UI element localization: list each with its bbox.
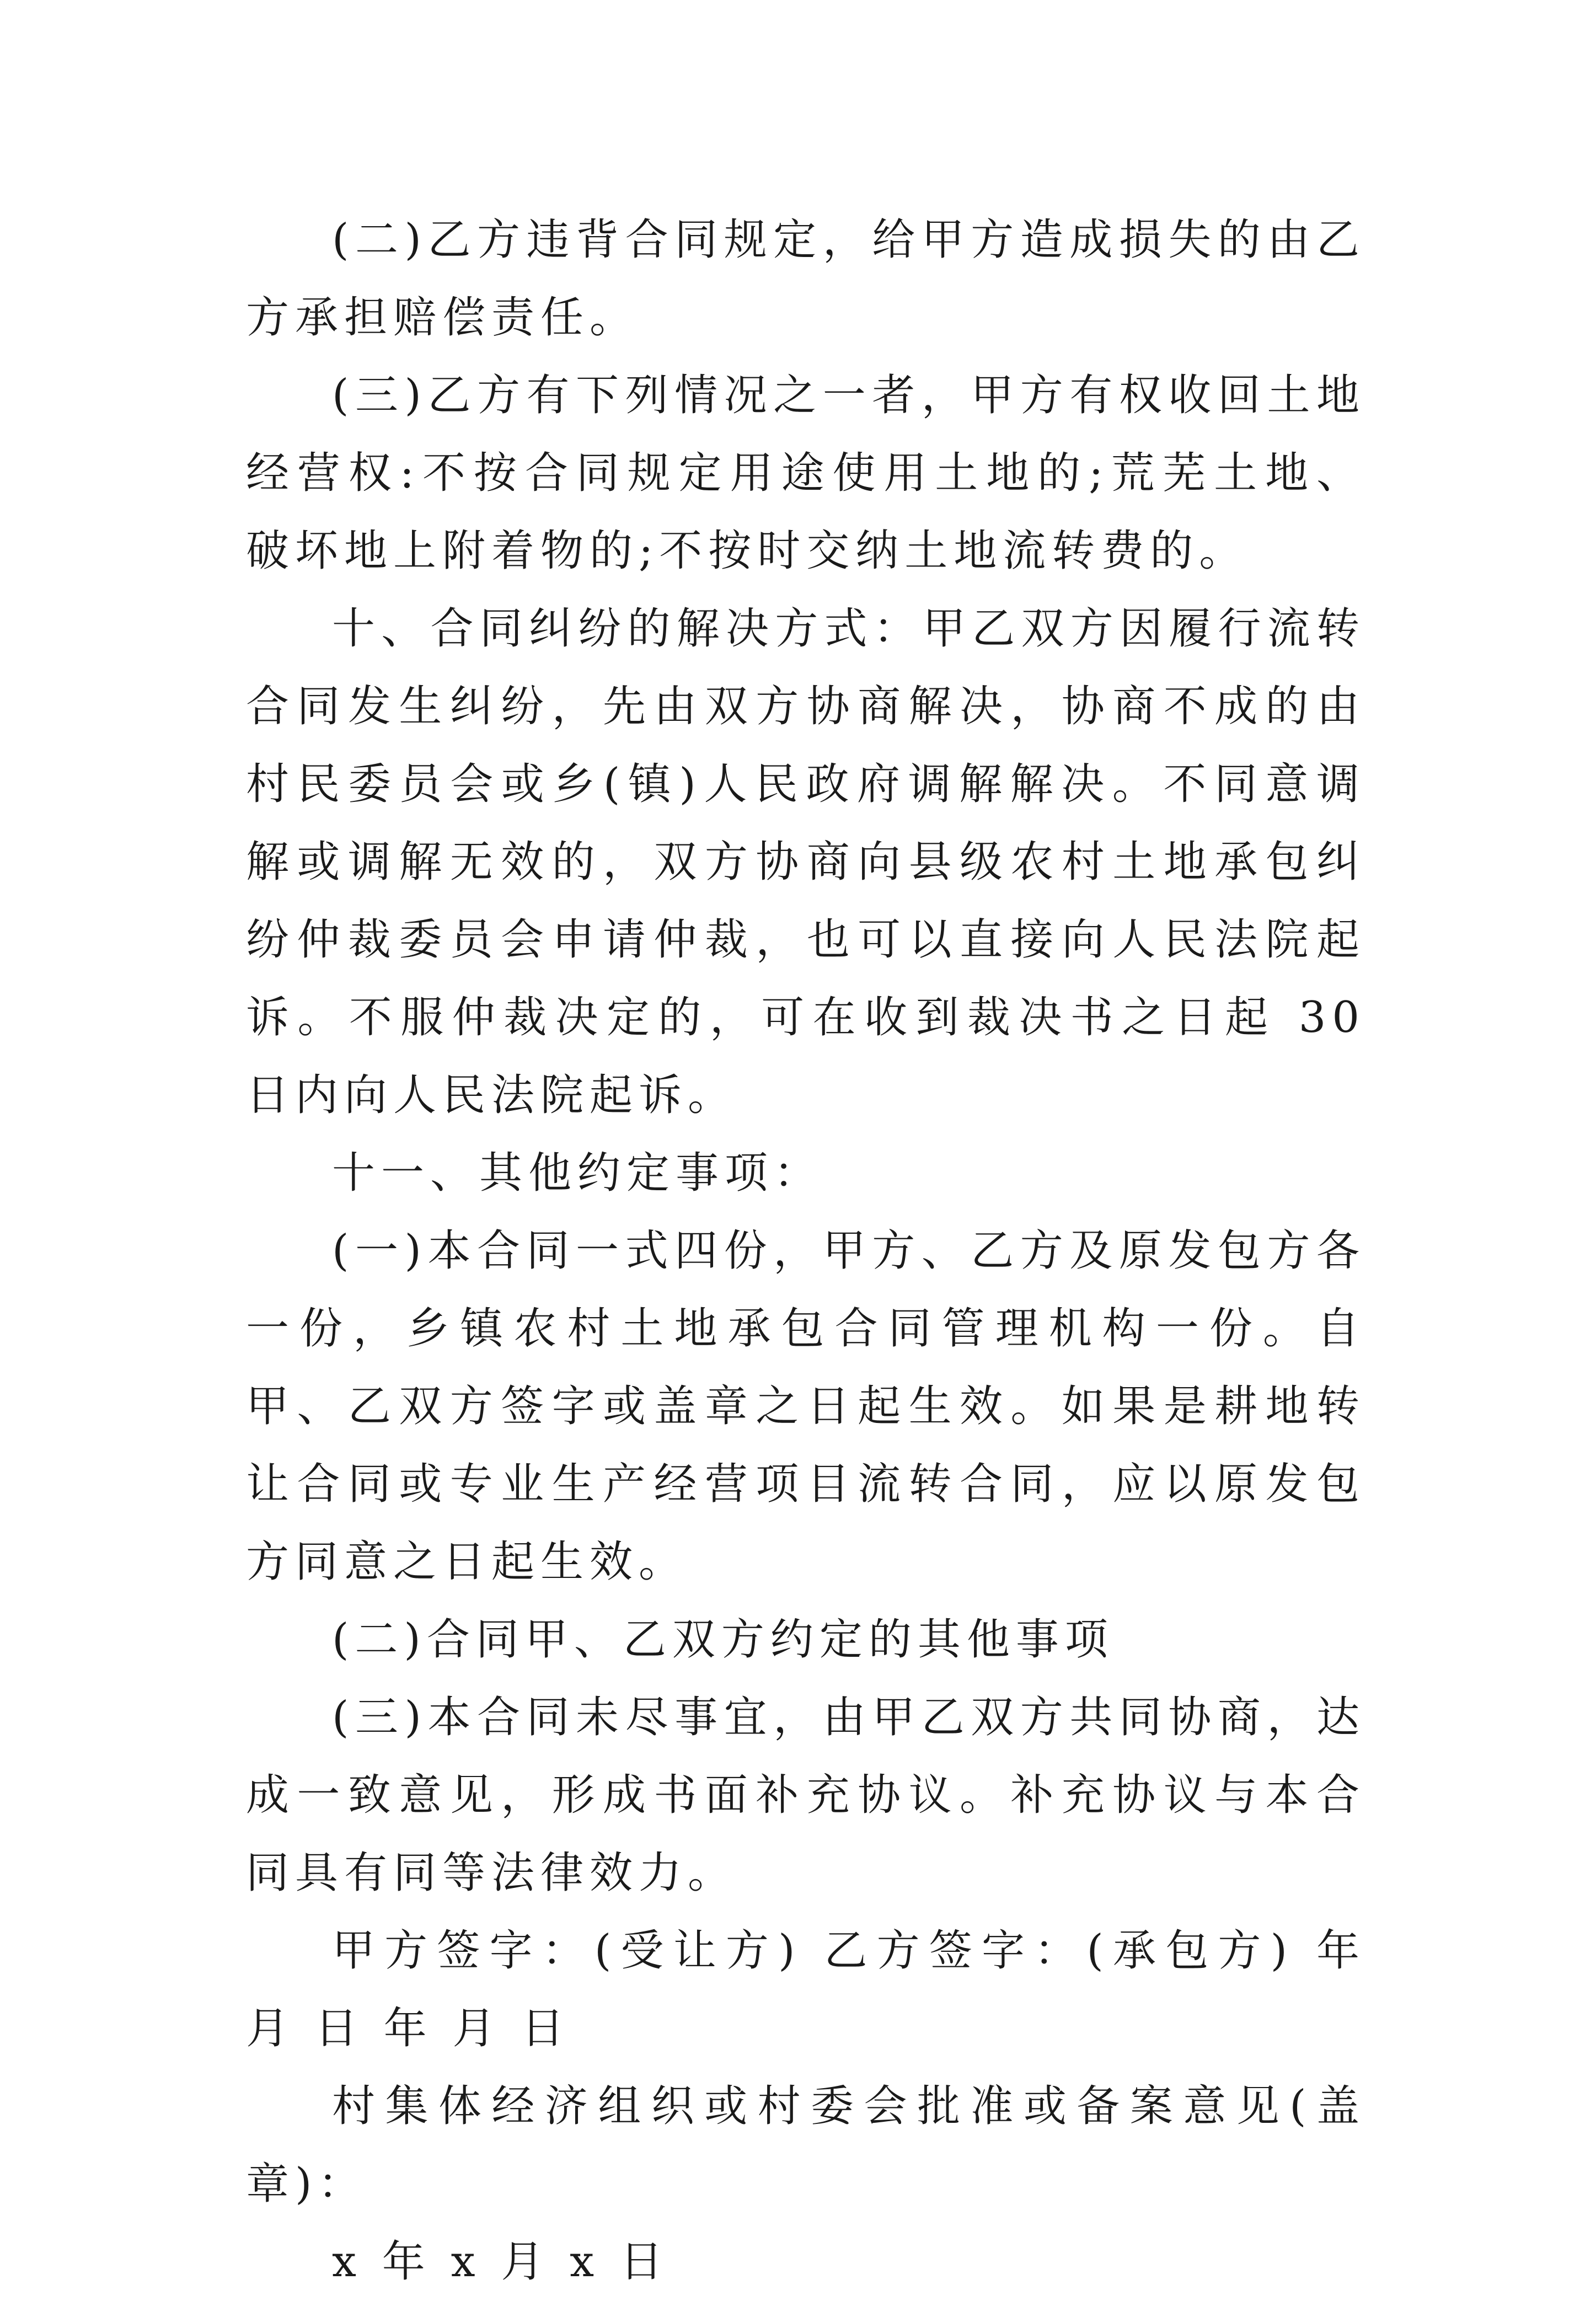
clause-paragraph: (二)乙方违背合同规定，给甲方造成损失的由乙方承担赔偿责任。 [246, 215, 1365, 343]
document-body [246, 201, 1365, 2301]
clause-paragraph: (二)合同甲、乙双方约定的其他事项 [332, 1615, 1114, 1665]
section-heading: 十一、其他约定事项： [332, 1148, 823, 1198]
clause-paragraph: (一)本合同一式四份，甲方、乙方及原发包方各一份，乡镇农村土地承包合同管理机构一份。自甲、乙双方签字或盖章之日起生效。如果是耕地转让合同或专业生产经营项目流转合同，应以原发包方同意之日起生效。 [246, 1226, 1365, 1587]
approval-line: 村集体经济组织或村委会批准或备案意见(盖章)： [246, 2081, 1365, 2209]
clause-paragraph: (三)乙方有下列情况之一者，甲方有权收回土地经营权:不按合同规定用途使用土地的;荒芜土地、破坏地上附着物的;不按时交纳土地流转费的。 [246, 371, 1365, 576]
dispute-resolution-paragraph: 十、合同纠纷的解决方式：甲乙双方因履行流转合同发生纠纷，先由双方协商解决，协商不成的由村民委员会或乡(镇)人民政府调解解决。不同意调解或调解无效的，双方协商向县级农村土地承包纠纷仲裁委员会申请仲裁，也可以直接向人民法院起诉。不服仲裁决定的，可在收到裁决书之日起 30 日内向人民法院起诉。 [246, 604, 1365, 1120]
date-line: x 年 x 月 x 日 [332, 2237, 669, 2287]
clause-paragraph: (三)本合同未尽事宜，由甲乙双方共同协商，达成一致意见，形成书面补充协议。补充协议与本合同具有同等法律效力。 [246, 1693, 1365, 1898]
signature-line: 甲方签字：(受让方) 乙方签字：(承包方) 年 月 日 年 月 日 [246, 1926, 1365, 2053]
